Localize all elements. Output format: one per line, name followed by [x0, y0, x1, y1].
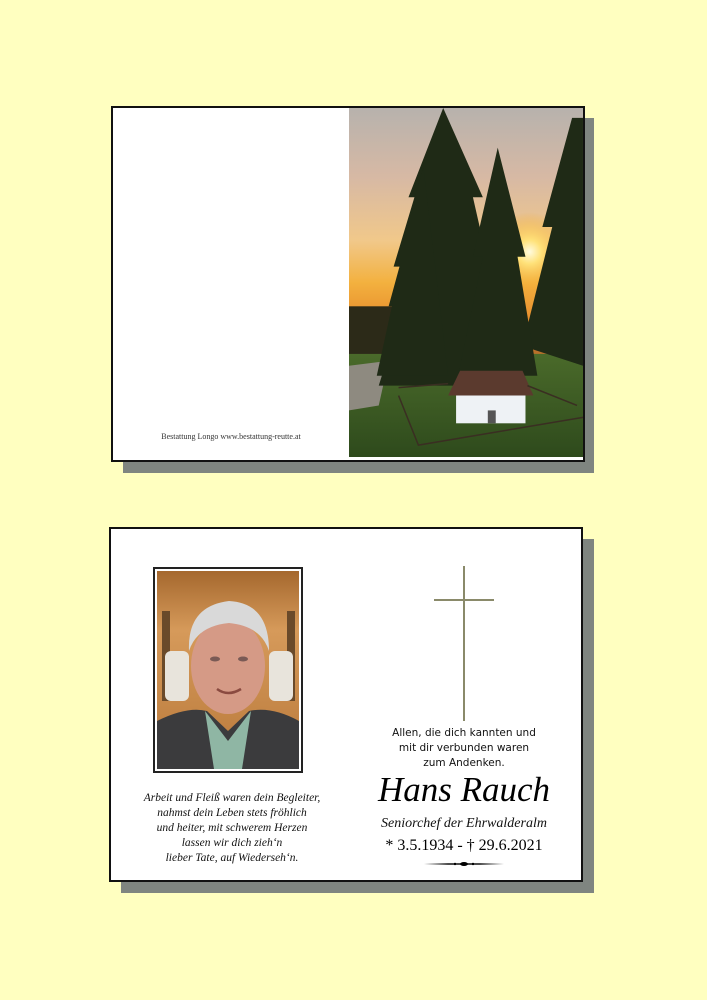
dedication-line: Allen, die dich kannten und [392, 727, 536, 739]
life-dates: * 3.5.1934 - † 29.6.2021 [385, 837, 543, 854]
chapel [448, 371, 533, 424]
landscape-photo [349, 108, 583, 457]
ornament-divider [424, 860, 504, 868]
dedication-line: zum Andenken. [423, 757, 505, 769]
dedication-text [351, 726, 577, 771]
funeral-home-credit: Bestattung Longo www.bestattung-reutte.at [161, 432, 301, 441]
face [191, 618, 265, 714]
deceased-role: Seniorchef der Ehrwalderalm [381, 816, 547, 831]
portrait-frame [153, 567, 303, 773]
verse-line: und heiter, mit schwerem Herzen [156, 822, 308, 834]
card-front-blank-page [113, 108, 349, 460]
portrait-photo [157, 571, 299, 769]
deceased-name: Hans Rauch [377, 770, 551, 809]
memorial-verse [119, 791, 345, 866]
card-front [111, 106, 585, 462]
card-inside [109, 527, 583, 882]
cross-icon [434, 566, 494, 721]
dedication-line: mit dir verbunden waren [398, 742, 530, 754]
verse-line: nahmst dein Leben stets fröhlich [157, 807, 307, 819]
verse-line: Arbeit und Fleiß waren dein Begleiter, [143, 792, 321, 804]
verse-line: lassen wir dich zieh‘n [181, 837, 283, 849]
verse-line: lieber Tate, auf Wiederseh‘n. [165, 852, 299, 864]
